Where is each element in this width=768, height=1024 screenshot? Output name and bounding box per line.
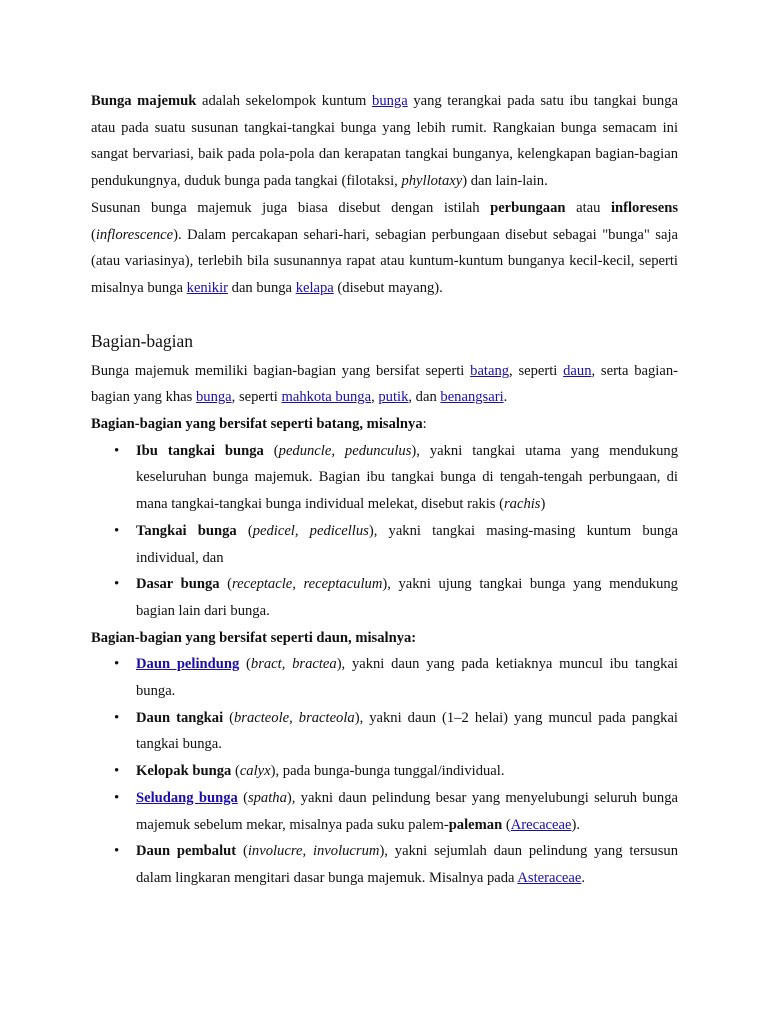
- term-perbungaan: perbungaan: [490, 199, 566, 216]
- link-batang[interactable]: batang: [470, 362, 510, 379]
- link-arecaceae[interactable]: Arecaceae: [510, 816, 572, 833]
- term-infloresens: infloresens: [610, 199, 678, 216]
- list-item: • Tangkai bunga (pedicel, pedicellus), yakni tangkai masing-masing kuntum bunga individual, dan: [136, 518, 678, 571]
- subheading-batang: Bagian-bagian yang bersifat seperti batang, misalnya:: [91, 416, 427, 433]
- subheading-daun: Bagian-bagian yang bersifat seperti daun, misalnya:: [91, 629, 417, 646]
- list-item: • Ibu tangkai bunga (peduncle, pedunculus), yakni tangkai utama yang mendukung keseluruhan bunga majemuk. Bagian ibu tangkai bunga di tengah-tengah perbungaan, di mana tangkai-tangkai bunga individual melekat, disebut rakis (rachis): [136, 438, 678, 518]
- list-item: • Daun pembalut (involucre, involucrum), yakni sejumlah daun pelindung yang tersusun dalam lingkaran mengitari dasar bunga majemuk. Misalnya pada Asteraceae.: [136, 838, 678, 891]
- link-daun[interactable]: daun: [563, 362, 592, 379]
- link-benangsari[interactable]: benangsari: [440, 389, 504, 406]
- link-kelapa[interactable]: kelapa: [295, 279, 334, 296]
- link-asteraceae[interactable]: Asteraceae: [517, 869, 582, 886]
- list-batang: [91, 438, 678, 625]
- list-item: • Seludang bunga (spatha), yakni daun pelindung besar yang menyelubungi seluruh bunga majemuk sebelum mekar, misalnya pada suku palem-paleman (Arecaceae).: [136, 785, 678, 838]
- link-kenikir[interactable]: kenikir: [186, 279, 228, 296]
- paragraph-bagian: Bunga majemuk memiliki bagian-bagian yang bersifat seperti batang, seperti daun, serta bagian-bagian yang khas bunga, seperti mahkota bunga, putik, dan benangsari.: [91, 362, 678, 406]
- list-item: • Daun tangkai (bracteole, bracteola), yakni daun (1–2 helai) yang muncul pada pangkai tangkai bunga.: [136, 705, 678, 758]
- section-heading: Bagian-bagian: [91, 330, 194, 351]
- list-daun: [91, 651, 678, 891]
- paragraph-susunan: Susunan bunga majemuk juga biasa disebut dengan istilah perbungaan atau infloresens (inflorescence). Dalam percakapan sehari-hari, sebagian perbungaan disebut sebagai "bunga" saja (atau variasinya), terlebih bila susunannya rapat atau kuntum-kuntum bunganya kecil-kecil, seperti misalnya bunga kenikir dan bunga kelapa (disebut mayang).: [91, 199, 678, 296]
- link-mahkota-bunga[interactable]: mahkota bunga: [281, 389, 372, 406]
- term-bunga-majemuk: Bunga majemuk: [91, 93, 197, 109]
- link-bunga-2[interactable]: bunga: [195, 389, 232, 406]
- paragraph-bunga-majemuk: Bunga majemuk adalah sekelompok kuntum bunga yang terangkai pada satu ibu tangkai bunga atau pada suatu susunan tangkai-tangkai bunga yang lebih rumit. Rangkaian bunga semacam ini sangat bervariasi, baik pada pola-pola dan kerapatan tangkai bunganya, kelengkapan bagian-bagian pendukungnya, duduk bunga pada tangkai (filotaksi, phyllotaxy) dan lain-lain.: [91, 93, 678, 190]
- list-item: • Daun pelindung (bract, bractea), yakni daun yang pada ketiaknya muncul ibu tangkai bunga.: [136, 651, 678, 704]
- document-page: [91, 88, 678, 892]
- link-bunga[interactable]: bunga: [372, 93, 408, 109]
- list-item: • Dasar bunga (receptacle, receptaculum), yakni ujung tangkai bunga yang mendukung bagian lain dari bunga.: [136, 571, 678, 624]
- link-daun-pelindung[interactable]: Daun pelindung: [136, 656, 240, 673]
- link-seludang-bunga[interactable]: Seludang bunga: [136, 789, 238, 806]
- link-putik[interactable]: putik: [378, 389, 409, 406]
- list-item: • Kelopak bunga (calyx), pada bunga-bunga tunggal/individual.: [136, 758, 678, 785]
